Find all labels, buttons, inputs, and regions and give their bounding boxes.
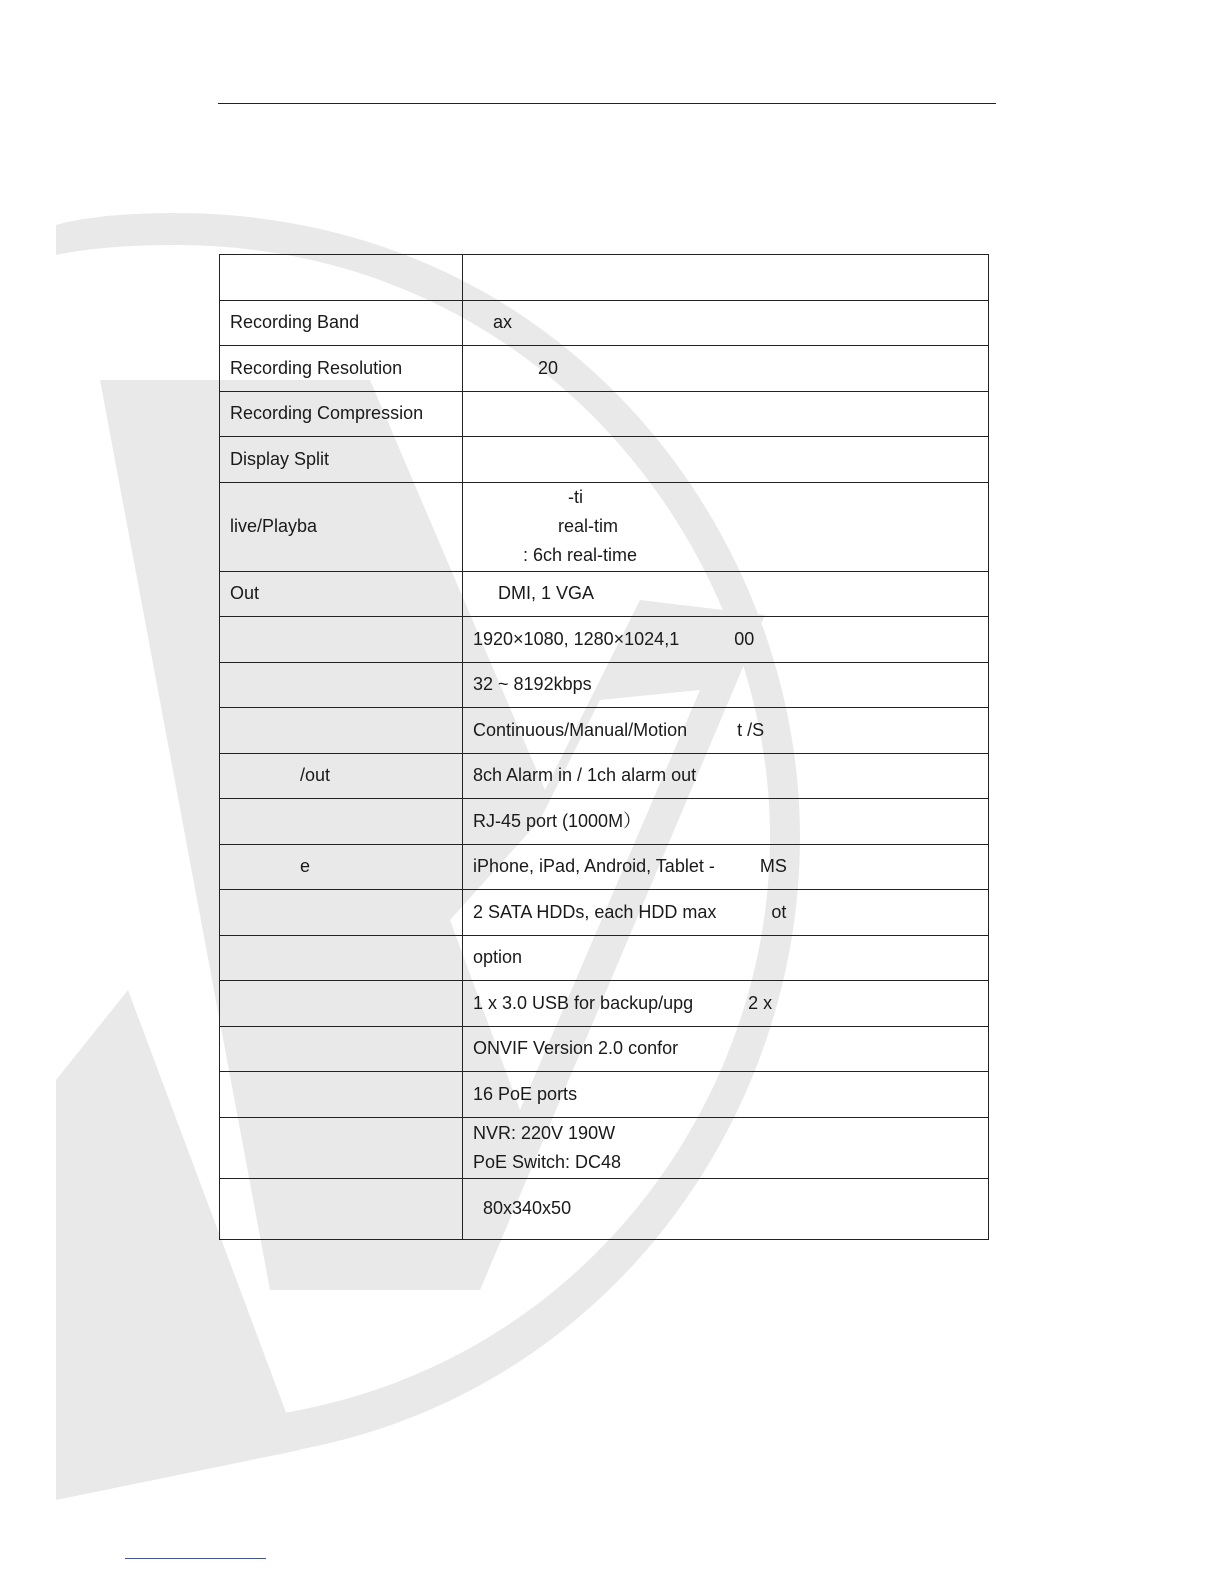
- table-row: [220, 662, 989, 708]
- spec-label-cell: e: [220, 844, 463, 890]
- spec-label-cell: [220, 981, 463, 1027]
- spec-label-cell: [220, 935, 463, 981]
- spec-value-cell: iPhone, iPad, Android, Tablet - MS: [463, 844, 989, 890]
- spec-label-cell: Out: [220, 571, 463, 617]
- spec-value-cell: 20: [463, 346, 989, 392]
- footer-link-underline[interactable]: [125, 1558, 266, 1559]
- spec-value-line: -ti: [473, 487, 584, 507]
- table-row: [220, 391, 989, 437]
- spec-value-cell: 16 PoE ports: [463, 1072, 989, 1118]
- spec-value-cell: 2 SATA HDDs, each HDD max ot: [463, 890, 989, 936]
- spec-value-line: NVR: 220V 190W: [473, 1122, 616, 1143]
- spec-label-cell: [220, 1026, 463, 1072]
- table-row: [220, 617, 989, 663]
- spec-value-line: : 6ch real-time: [473, 545, 638, 565]
- spec-label-cell: [220, 1178, 463, 1239]
- spec-label-cell: Display Split: [220, 437, 463, 483]
- spec-label-cell: [220, 255, 463, 301]
- spec-value-cell: [463, 1117, 989, 1178]
- spec-value-cell: [463, 391, 989, 437]
- spec-label-cell: [220, 708, 463, 754]
- table-row: [220, 890, 989, 936]
- header-rule: [218, 103, 996, 104]
- spec-value-cell: [463, 437, 989, 483]
- table-row: [220, 300, 989, 346]
- spec-value-cell: DMI, 1 VGA: [463, 571, 989, 617]
- spec-label-cell: live/Playba: [220, 482, 463, 571]
- table-row: [220, 799, 989, 845]
- spec-value-cell: ax: [463, 300, 989, 346]
- table-row: [220, 1178, 989, 1239]
- table-row: [220, 1117, 989, 1178]
- spec-value-cell: [463, 255, 989, 301]
- spec-value-cell: RJ-45 port (1000M）: [463, 799, 989, 845]
- table-row: [220, 346, 989, 392]
- spec-value-cell: 8ch Alarm in / 1ch alarm out: [463, 753, 989, 799]
- spec-label-cell: [220, 890, 463, 936]
- spec-value-cell: 80x340x50: [463, 1178, 989, 1239]
- table-row: [220, 935, 989, 981]
- table-row: [220, 255, 989, 301]
- spec-label-cell: Recording Resolution: [220, 346, 463, 392]
- spec-label-cell: /out: [220, 753, 463, 799]
- table-row: [220, 753, 989, 799]
- spec-label-cell: [220, 617, 463, 663]
- spec-label-cell: Recording Compression: [220, 391, 463, 437]
- spec-value-cell: ONVIF Version 2.0 confor: [463, 1026, 989, 1072]
- spec-label-cell: [220, 662, 463, 708]
- spec-value-cell: 1 x 3.0 USB for backup/upg 2 x: [463, 981, 989, 1027]
- spec-value-cell: 1920×1080, 1280×1024,1 00: [463, 617, 989, 663]
- spec-label-cell: [220, 799, 463, 845]
- table-row: [220, 482, 989, 571]
- table-row: [220, 437, 989, 483]
- table-row: [220, 1026, 989, 1072]
- spec-value-cell: option: [463, 935, 989, 981]
- table-row: [220, 708, 989, 754]
- spec-value-cell: Continuous/Manual/Motion t /S: [463, 708, 989, 754]
- table-row: [220, 981, 989, 1027]
- spec-label-cell: [220, 1117, 463, 1178]
- spec-value-cell: 32 ~ 8192kbps: [463, 662, 989, 708]
- table-row: [220, 571, 989, 617]
- spec-label-cell: Recording Band: [220, 300, 463, 346]
- spec-value-cell: [463, 482, 989, 571]
- table-row: [220, 1072, 989, 1118]
- spec-value-line: real-tim: [473, 516, 619, 536]
- table-row: [220, 844, 989, 890]
- spec-label-cell: [220, 1072, 463, 1118]
- spec-value-line: PoE Switch: DC48: [473, 1151, 622, 1172]
- specification-table: [219, 254, 989, 1240]
